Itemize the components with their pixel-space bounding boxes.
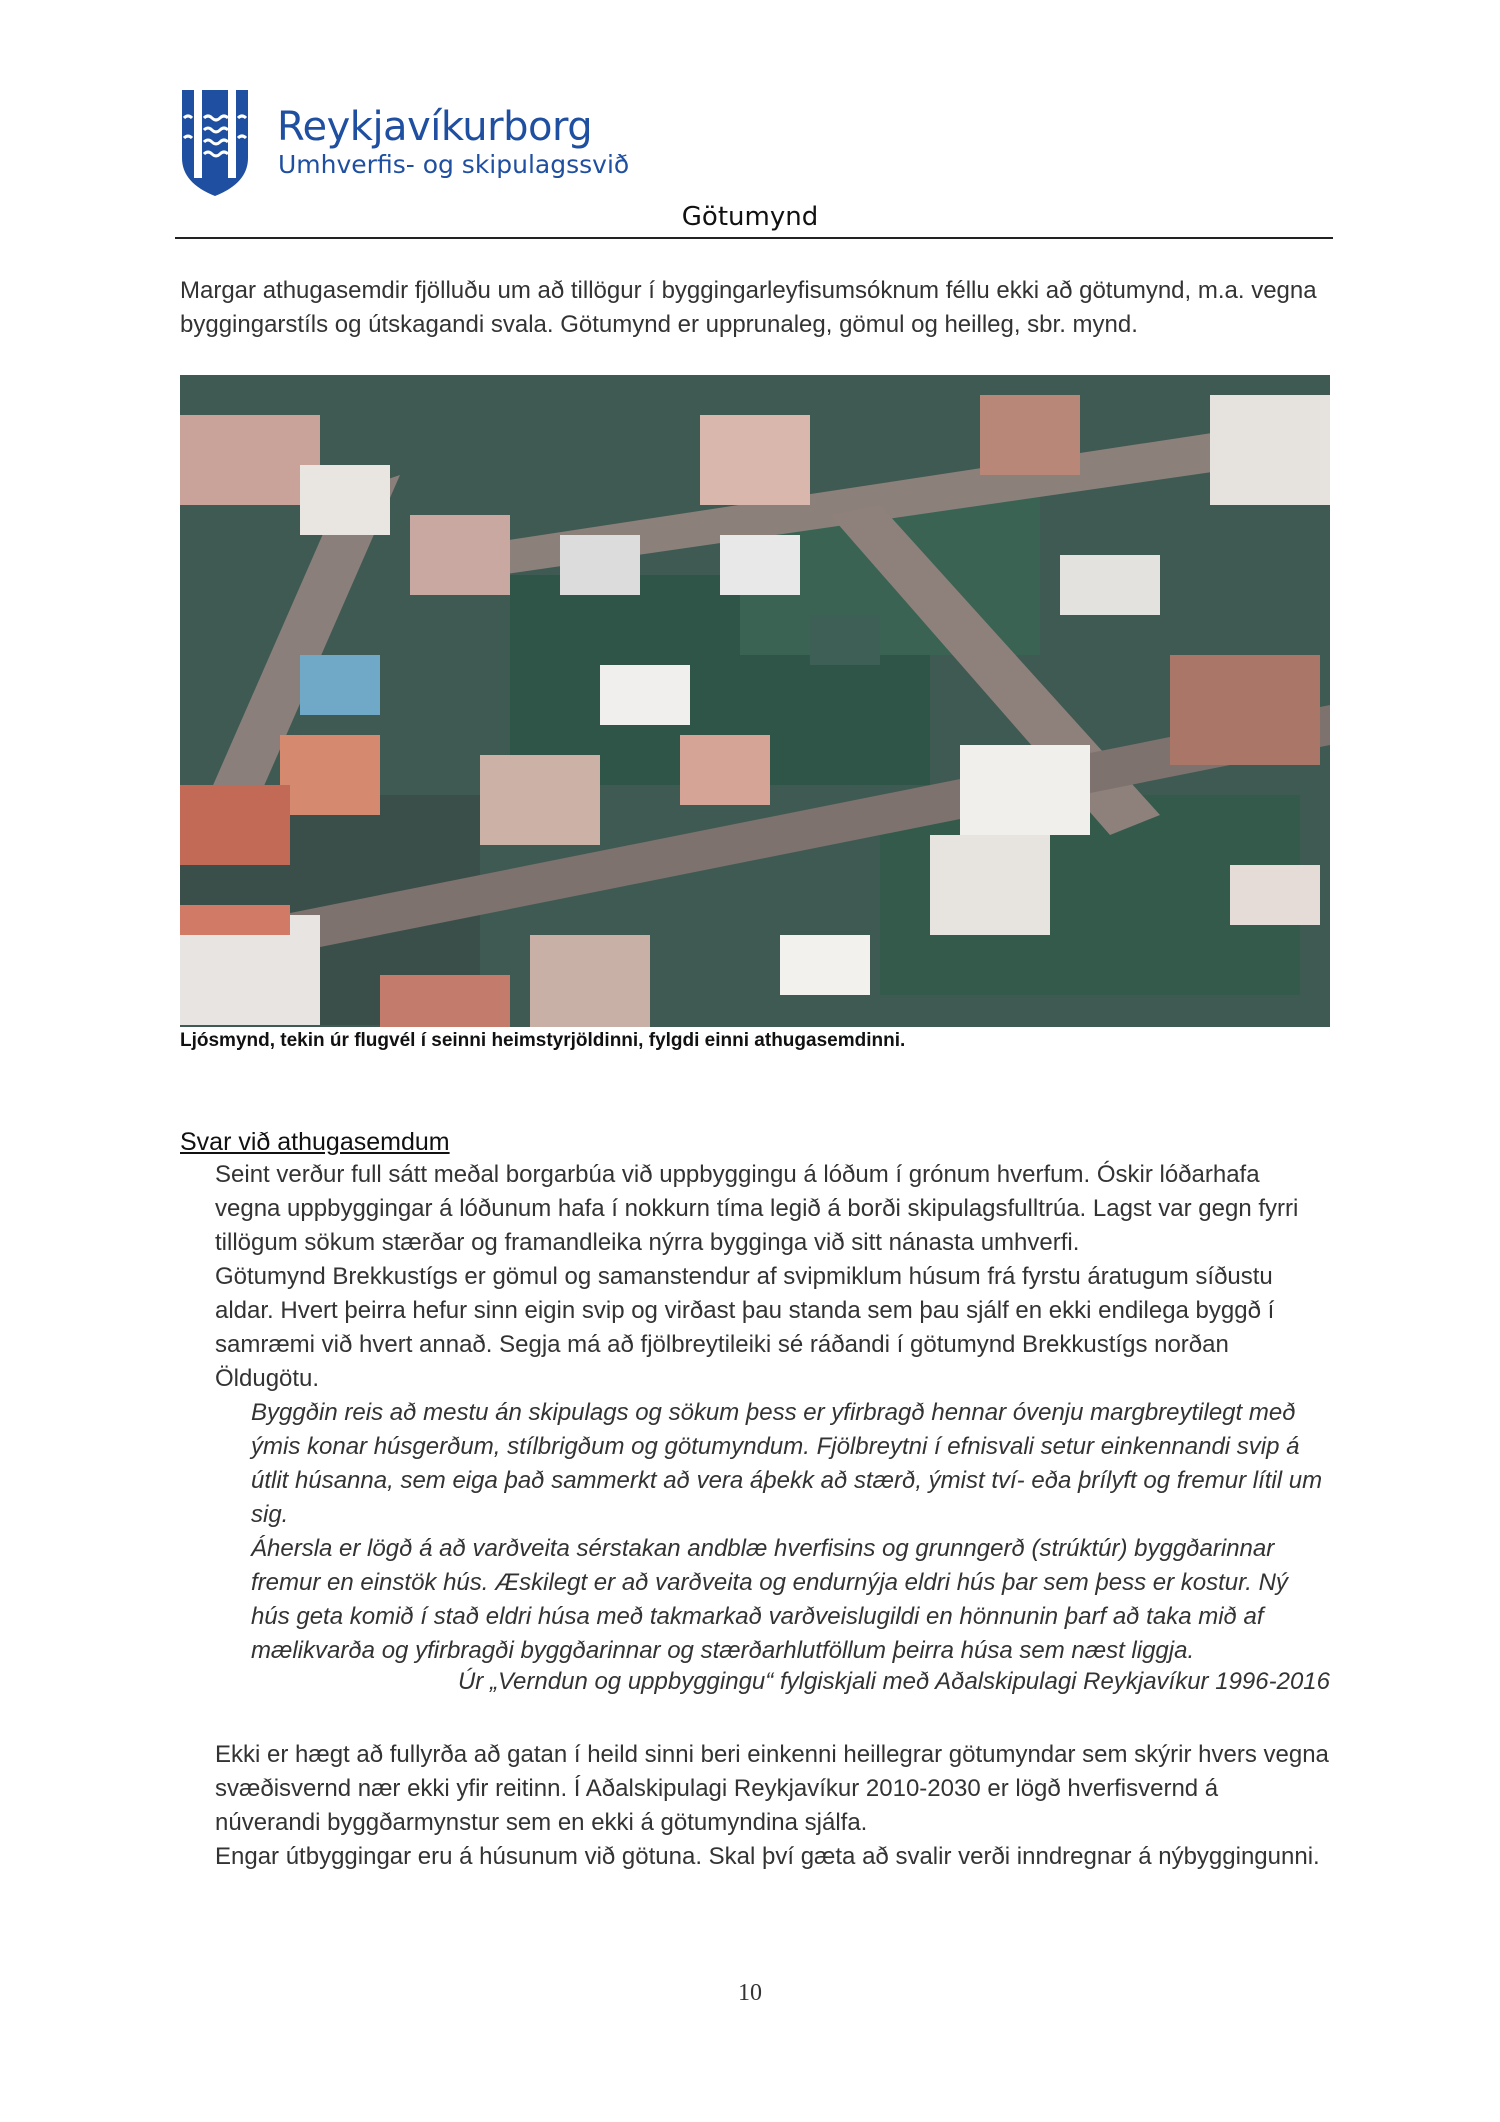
org-name: Reykjavíkurborg: [277, 104, 593, 150]
aerial-photo: [180, 375, 1330, 1027]
quote-paragraph: Byggðin reis að mestu án skipulags og sökum þess er yfirbragð hennar óvenju margbreytilegt með ýmis konar húsgerðum, stílbrigðum og götumyndum. Fjölbreytni í efnisvali setur einkennandi svip á útlit húsanna, sem eiga það sammerkt að vera áþekk að stærð, ýmist tví- eða þrílyft og fremur lítil um sig.: [251, 1399, 1323, 1528]
photo-caption: Ljósmynd, tekin úr flugvél í seinni heimstyrjöldinni, fylgdi einni athugasemdinni.: [180, 1030, 906, 1051]
response-text: [215, 1158, 1330, 1396]
closing-paragraph: Ekki er hægt að fullyrða að gatan í heild sinni beri einkenni heillegrar götumyndar sem skýrir hvers vegna svæðisvernd nær ekki yfir reitinn. Í Aðalskipulagi Reykjavíkur 2010-2030 er lögð hverfisvernd á núverandi byggðarmynstur sem en ekki á götumyndina sjálfa.: [215, 1741, 1329, 1836]
response-paragraph: Götumynd Brekkustígs er gömul og samanstendur af svipmiklum húsum frá fyrstu áratugum síðustu aldar. Hvert þeirra hefur sinn eigin svip og virðast þau standa sem þau sjálf en ekki endilega byggð í samræmi við hvert annað. Segja má að fjölbreytileiki sé ráðandi í götumynd Brekkustígs norðan Öldugötu.: [215, 1263, 1275, 1392]
closing-text: [215, 1738, 1330, 1874]
header-divider: [175, 237, 1333, 239]
quote-paragraph: Áhersla er lögð á að varðveita sérstakan andblæ hverfisins og grunngerð (strúktúr) byggðarinnar fremur en einstök hús. Æskilegt er að varðveita og endurnýja eldri hús þar sem þess er kostur. Ný hús geta komið í stað eldri húsa með takmarkað varðveislugildi en hönnunin þarf að taka mið af mælikvarða og yfirbragði byggðarinnar og stærðarhlutföllum þeirra húsa sem næst liggja.: [251, 1535, 1288, 1664]
block-quote: [251, 1396, 1331, 1668]
page-title: Götumynd: [681, 202, 819, 232]
quote-source: Úr „Verndun og uppbyggingu“ fylgiskjali með Aðalskipulagi Reykjavíkur 1996-2016: [457, 1668, 1330, 1695]
intro-paragraph: Margar athugasemdir fjölluðu um að tillögur í byggingarleyfisumsóknum féllu ekki að götumynd, m.a. vegna byggingarstíls og útskagandi svala. Götumynd er upprunaleg, gömul og heilleg, sbr. mynd.: [180, 277, 1317, 338]
reykjavik-coat-of-arms-icon: [180, 88, 250, 198]
response-paragraph: Seint verður full sátt meðal borgarbúa við uppbyggingu á lóðum í grónum hverfum. Óskir lóðarhafa vegna uppbyggingar á lóðunum hafa í nokkurn tíma legið á borði skipulagsfulltrúa. Lagst var gegn fyrri tillögum sökum stærðar og framandleika nýrra bygginga við sitt nánasta umhverfi.: [215, 1161, 1299, 1256]
section-heading: Svar við athugasemdum: [180, 1128, 450, 1156]
closing-paragraph: Engar útbyggingar eru á húsunum við götuna. Skal því gæta að svalir verði inndregnar á nýbyggingunni.: [215, 1843, 1320, 1870]
department-name: Umhverfis- og skipulagssvið: [278, 150, 630, 179]
page-number: 10: [738, 1980, 762, 2006]
